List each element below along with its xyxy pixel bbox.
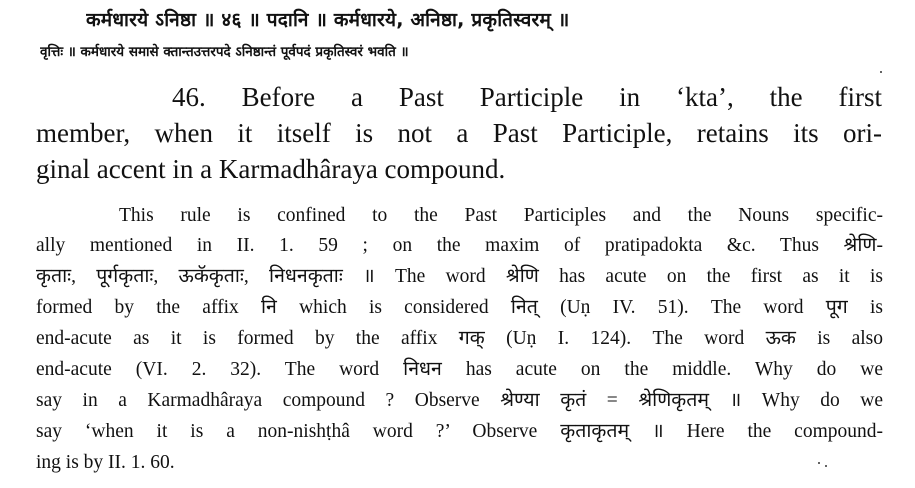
- vritti-line: वृत्तिः ॥ कर्मधारये समासे क्तान्तउत्तरपदे ऽनिष्ठान्तं पूर्वपदं प्रकृतिस्वरं भवति ॥: [40, 44, 409, 60]
- translation-line-1: 46. Before a Past Participle in ‘kta’, the first: [172, 82, 882, 112]
- commentary-line-9: ing is by II. 1. 60.: [36, 452, 175, 473]
- commentary-line-7: say in a Karmadhâraya compound ? Observe श्रेण्या कृतं = श्रेणिकृतम् ॥ Why do we: [36, 390, 883, 411]
- commentary-line-8: say ‘when it is a non-nishṭhâ word ?’ Observe कृताकृतम् ॥ Here the compound-: [36, 421, 883, 442]
- commentary-line-4: formed by the affix नि which is considered नित् (Uṇ IV. 51). The word पूग is: [36, 297, 883, 318]
- scan-speck: [825, 465, 827, 467]
- commentary-line-5: end-acute as it is formed by the affix गक् (Uṇ I. 124). The word ऊक is also: [36, 328, 883, 349]
- scan-speck: [818, 462, 820, 464]
- commentary-line-1: This rule is confined to the Past Participles and the Nouns specific-: [119, 205, 883, 226]
- commentary-line-3: कृताः, पूर्गकृताः, ऊकॅकृताः, निधनकृताः ॥ The word श्रेणि has acute on the first as it is: [36, 266, 883, 287]
- translation-line-3: ginal accent in a Karmadhâraya compound.: [36, 154, 506, 184]
- sutra-line: कर्मधारये ऽनिष्ठा ॥ ४६ ॥ पदानि ॥ कर्मधारये, अनिष्ठा, प्रकृतिस्वरम् ॥: [86, 9, 570, 31]
- translation-line-2: member, when it itself is not a Past Participle, retains its ori-: [36, 118, 882, 148]
- scan-speck: [880, 71, 882, 73]
- commentary-line-2: ally mentioned in II. 1. 59 ; on the maxim of pratipadokta &c. Thus श्रेणि-: [36, 235, 883, 256]
- commentary-line-6: end-acute (VI. 2. 32). The word निधन has acute on the middle. Why do we: [36, 359, 883, 380]
